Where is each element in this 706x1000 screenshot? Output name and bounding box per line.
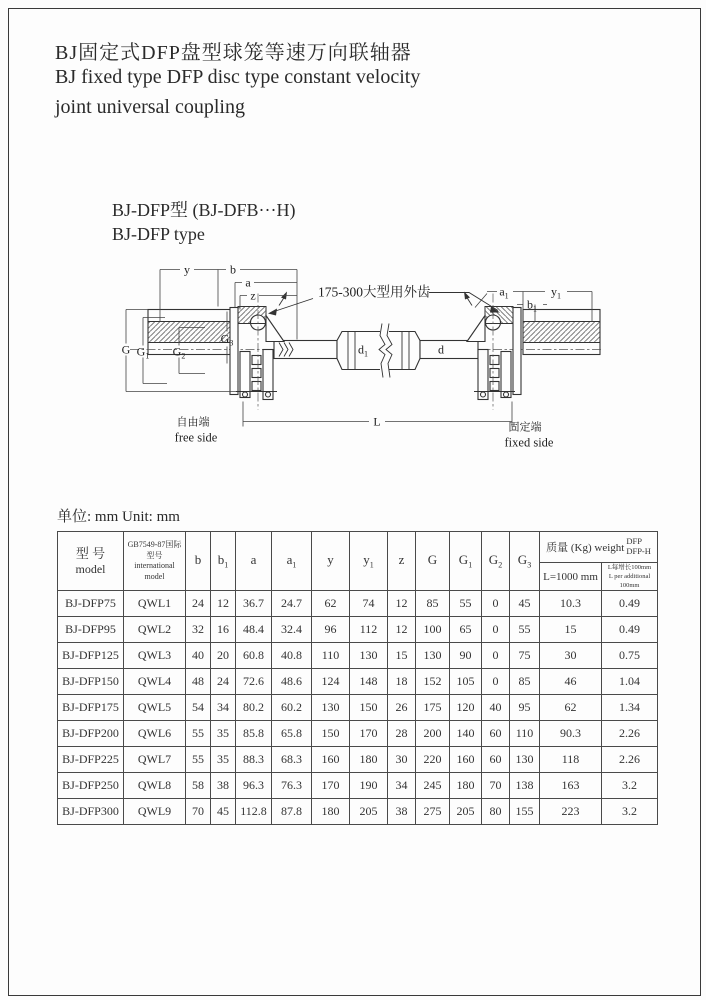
page-title-english-line1: BJ fixed type DFP disc type constant velocity	[55, 66, 421, 88]
col-header-weight: 质量 (Kg) weight DFP DFP-H	[540, 532, 658, 563]
dim-label-G2: $G_2$	[172, 344, 186, 361]
dim-label-L: L	[373, 414, 381, 429]
cell-y1: 74	[350, 591, 388, 617]
cell-weight-l1000: 46	[540, 669, 602, 695]
dim-label-G1: $G_1$	[136, 344, 150, 361]
callout-external-teeth: 175-300大型用外齿	[318, 284, 431, 300]
table-row	[58, 695, 658, 721]
col-header-y1: $y_1$	[350, 532, 388, 591]
cell-a1: 76.3	[272, 773, 312, 799]
cell-weight-additional: 1.04	[602, 669, 658, 695]
dim-label-y1: $y_1$	[551, 284, 561, 301]
callout-arrow-left	[268, 309, 277, 316]
cell-a1: 24.7	[272, 591, 312, 617]
cell-b: 58	[186, 773, 211, 799]
free-side-label-en: free side	[174, 430, 218, 445]
dim-label-d: d	[438, 342, 444, 357]
cell-G: 175	[416, 695, 450, 721]
col-header-y: y	[312, 532, 350, 591]
cell-y1: 180	[350, 747, 388, 773]
cell-a: 85.8	[236, 721, 272, 747]
weight-type-dfp: DFP	[626, 536, 642, 547]
cell-a: 80.2	[236, 695, 272, 721]
col-header-a: a	[236, 532, 272, 591]
fixed-side-label-en: fixed side	[504, 435, 554, 450]
cell-G: 130	[416, 643, 450, 669]
col-header-G1: $G_1$	[450, 532, 482, 591]
spec-table	[57, 531, 658, 825]
fixed-side-label-cn: 固定端	[508, 421, 542, 434]
cell-G1: 120	[450, 695, 482, 721]
cell-y1: 150	[350, 695, 388, 721]
free-side-label-cn: 自由端	[176, 416, 210, 429]
cell-G3: 95	[510, 695, 540, 721]
cell-a1: 40.8	[272, 643, 312, 669]
cell-G2: 60	[482, 721, 510, 747]
cell-weight-additional: 2.26	[602, 747, 658, 773]
col-header-b1: $b_1$	[211, 532, 236, 591]
table-row	[58, 591, 658, 617]
cell-y1: 148	[350, 669, 388, 695]
dim-label-d1: $d_1$	[358, 342, 368, 359]
cell-z: 30	[388, 747, 416, 773]
cell-y1: 130	[350, 643, 388, 669]
page-border	[8, 8, 701, 996]
cell-model: BJ-DFP200	[58, 721, 124, 747]
cell-weight-additional: 3.2	[602, 799, 658, 825]
cell-model: BJ-DFP225	[58, 747, 124, 773]
cell-b: 32	[186, 617, 211, 643]
model-subtitle-english: BJ-DFP type	[112, 224, 205, 244]
cell-a1: 48.6	[272, 669, 312, 695]
cell-y1: 170	[350, 721, 388, 747]
cell-intl: QWL5	[124, 695, 186, 721]
cell-G3: 155	[510, 799, 540, 825]
cell-G3: 75	[510, 643, 540, 669]
cell-b: 54	[186, 695, 211, 721]
cell-model: BJ-DFP175	[58, 695, 124, 721]
cell-intl: QWL9	[124, 799, 186, 825]
cell-b1: 35	[211, 747, 236, 773]
cell-z: 12	[388, 591, 416, 617]
col-header-G2: $G_2$	[482, 532, 510, 591]
cell-weight-l1000: 30	[540, 643, 602, 669]
cell-b1: 35	[211, 721, 236, 747]
cell-G: 220	[416, 747, 450, 773]
col-header-model: 型 号 model	[58, 532, 124, 591]
cell-weight-additional: 1.34	[602, 695, 658, 721]
cell-a: 48.4	[236, 617, 272, 643]
cell-G: 200	[416, 721, 450, 747]
cell-z: 28	[388, 721, 416, 747]
cell-z: 18	[388, 669, 416, 695]
col-header-international-model: GB7549-87国际型号 international model	[124, 532, 186, 591]
cell-weight-additional: 3.2	[602, 773, 658, 799]
cell-a: 72.6	[236, 669, 272, 695]
cell-weight-l1000: 163	[540, 773, 602, 799]
cell-a1: 65.8	[272, 721, 312, 747]
cell-G1: 140	[450, 721, 482, 747]
cell-weight-l1000: 15	[540, 617, 602, 643]
cell-b: 48	[186, 669, 211, 695]
cell-intl: QWL1	[124, 591, 186, 617]
cell-y: 124	[312, 669, 350, 695]
cell-a1: 87.8	[272, 799, 312, 825]
cell-G1: 105	[450, 669, 482, 695]
table-row	[58, 617, 658, 643]
table-row	[58, 747, 658, 773]
cell-G1: 205	[450, 799, 482, 825]
dim-label-G3: $G_3$	[220, 331, 234, 348]
cell-weight-additional: 2.26	[602, 721, 658, 747]
cell-model: BJ-DFP300	[58, 799, 124, 825]
dim-label-G: G	[121, 342, 131, 357]
cell-y1: 190	[350, 773, 388, 799]
cell-y: 130	[312, 695, 350, 721]
dim-label-z: z	[250, 288, 256, 303]
cell-G2: 0	[482, 591, 510, 617]
cell-z: 34	[388, 773, 416, 799]
cell-G1: 180	[450, 773, 482, 799]
cell-a1: 68.3	[272, 747, 312, 773]
cell-G: 100	[416, 617, 450, 643]
cell-a: 88.3	[236, 747, 272, 773]
intermediate-tube	[337, 332, 420, 370]
cell-y: 62	[312, 591, 350, 617]
cell-y1: 112	[350, 617, 388, 643]
cell-z: 15	[388, 643, 416, 669]
cell-a1: 60.2	[272, 695, 312, 721]
cell-G2: 0	[482, 643, 510, 669]
cell-weight-l1000: 62	[540, 695, 602, 721]
cell-intl: QWL4	[124, 669, 186, 695]
cell-G3: 85	[510, 669, 540, 695]
cell-y: 160	[312, 747, 350, 773]
cell-a: 112.8	[236, 799, 272, 825]
cell-G2: 60	[482, 747, 510, 773]
table-row	[58, 799, 658, 825]
cell-y: 170	[312, 773, 350, 799]
cell-G1: 160	[450, 747, 482, 773]
cell-y: 150	[312, 721, 350, 747]
cell-b1: 16	[211, 617, 236, 643]
unit-note: 单位: mm Unit: mm	[57, 509, 180, 525]
cell-G: 275	[416, 799, 450, 825]
dim-label-b1: $b_1$	[527, 297, 537, 314]
cell-weight-additional: 0.75	[602, 643, 658, 669]
dim-label-y: y	[184, 262, 190, 277]
cell-G1: 90	[450, 643, 482, 669]
cell-y: 180	[312, 799, 350, 825]
cell-b1: 34	[211, 695, 236, 721]
cell-b1: 38	[211, 773, 236, 799]
cell-z: 26	[388, 695, 416, 721]
cell-G: 85	[416, 591, 450, 617]
cell-weight-l1000: 90.3	[540, 721, 602, 747]
cell-intl: QWL7	[124, 747, 186, 773]
cell-model: BJ-DFP125	[58, 643, 124, 669]
cell-a: 36.7	[236, 591, 272, 617]
spec-table-body	[58, 591, 658, 825]
cell-intl: QWL6	[124, 721, 186, 747]
cell-G1: 65	[450, 617, 482, 643]
dim-label-b: b	[230, 262, 236, 277]
dim-label-a1: $a_1$	[499, 284, 509, 301]
col-header-weight-additional: L每增长100mm L per additional 100mm	[602, 563, 658, 591]
cell-y: 96	[312, 617, 350, 643]
weight-type-dfp-h: DFP-H	[626, 546, 651, 556]
cell-b: 55	[186, 747, 211, 773]
cell-intl: QWL8	[124, 773, 186, 799]
right-wall-hatch	[523, 322, 600, 343]
cell-G2: 0	[482, 617, 510, 643]
cell-z: 38	[388, 799, 416, 825]
cell-intl: QWL2	[124, 617, 186, 643]
col-header-G3: $G_3$	[510, 532, 540, 591]
cell-G3: 138	[510, 773, 540, 799]
cell-model: BJ-DFP250	[58, 773, 124, 799]
cell-G3: 45	[510, 591, 540, 617]
cell-z: 12	[388, 617, 416, 643]
cell-model: BJ-DFP75	[58, 591, 124, 617]
cell-weight-additional: 0.49	[602, 617, 658, 643]
cell-b1: 24	[211, 669, 236, 695]
dim-label-a: a	[245, 275, 251, 290]
cell-b1: 45	[211, 799, 236, 825]
coupling-diagram	[55, 250, 615, 458]
page-title-english-line2: joint universal coupling	[55, 96, 245, 118]
col-header-a1: $a_1$	[272, 532, 312, 591]
cell-b: 70	[186, 799, 211, 825]
cell-a1: 32.4	[272, 617, 312, 643]
table-row	[58, 773, 658, 799]
cell-intl: QWL3	[124, 643, 186, 669]
cell-G2: 0	[482, 669, 510, 695]
cell-weight-l1000: 118	[540, 747, 602, 773]
right-shaft	[420, 341, 478, 359]
cell-a: 96.3	[236, 773, 272, 799]
col-header-b: b	[186, 532, 211, 591]
cell-G2: 70	[482, 773, 510, 799]
cell-G3: 110	[510, 721, 540, 747]
col-header-weight-l1000: L=1000 mm	[540, 563, 602, 591]
cell-G3: 55	[510, 617, 540, 643]
cell-model: BJ-DFP95	[58, 617, 124, 643]
cell-G: 152	[416, 669, 450, 695]
table-row	[58, 721, 658, 747]
model-subtitle-chinese: BJ-DFP型 (BJ-DFB···H)	[112, 200, 296, 220]
page-title-chinese: BJ固定式DFP盘型球笼等速万向联轴器	[55, 42, 412, 64]
cell-model: BJ-DFP150	[58, 669, 124, 695]
cell-weight-l1000: 10.3	[540, 591, 602, 617]
cell-G2: 40	[482, 695, 510, 721]
cell-b: 55	[186, 721, 211, 747]
col-header-G: G	[416, 532, 450, 591]
cell-b: 40	[186, 643, 211, 669]
cell-a: 60.8	[236, 643, 272, 669]
table-row	[58, 643, 658, 669]
cell-G: 245	[416, 773, 450, 799]
cell-b1: 12	[211, 591, 236, 617]
cell-y1: 205	[350, 799, 388, 825]
cell-b: 24	[186, 591, 211, 617]
cell-weight-l1000: 223	[540, 799, 602, 825]
cell-G2: 80	[482, 799, 510, 825]
table-row	[58, 669, 658, 695]
cell-G1: 55	[450, 591, 482, 617]
cell-weight-additional: 0.49	[602, 591, 658, 617]
cell-b1: 20	[211, 643, 236, 669]
cell-y: 110	[312, 643, 350, 669]
col-header-z: z	[388, 532, 416, 591]
cell-G3: 130	[510, 747, 540, 773]
